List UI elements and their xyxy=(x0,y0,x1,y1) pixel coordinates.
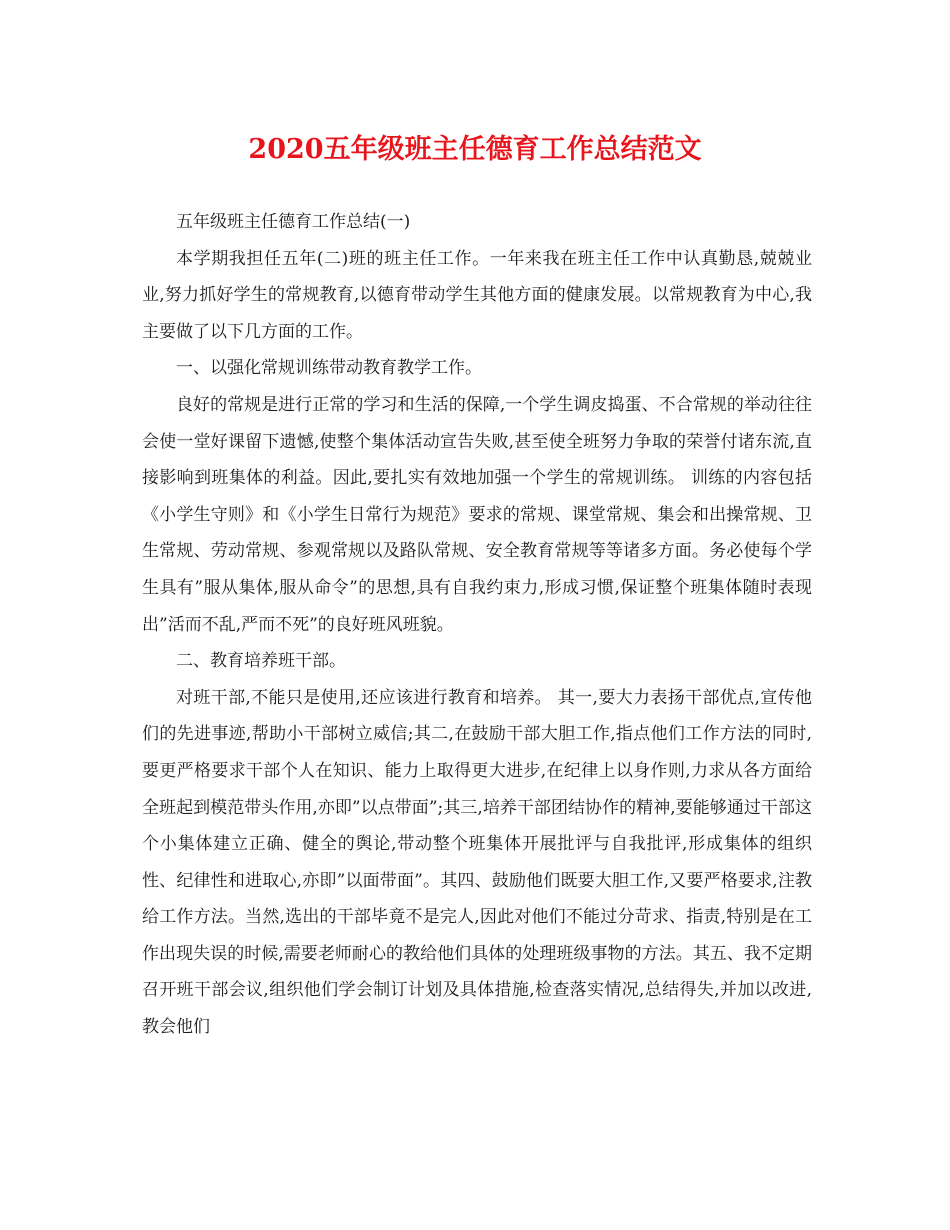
paragraph: 良好的常规是进行正常的学习和生活的保障,一个学生调皮捣蛋、不合常规的举动往往会使一堂好课留下遗憾,使整个集体活动宣告失败,甚至使全班努力争取的荣誉付诸东流,直接影响到班集体的利益。因此,要扎实有效地加强一个学生的常规训练。 训练的内容包括《小学生守则》和《小学生日常行为规范》要求的常规、课堂常规、集会和出操常规、卫生常规、劳动常规、参观常规以及路队常规、安全教育常规等等诸多方面。务必使每个学生具有”服从集体,服从命令”的思想,具有自我约束力,形成习惯,保证整个班集体随时表现出”活而不乱,严而不死”的良好班风班貌。 xyxy=(142,394,812,635)
subsection-heading: 二、教育培养班干部。 xyxy=(176,651,346,672)
document-title: 2020五年级班主任德育工作总结范文 xyxy=(248,134,702,165)
subsection-heading: 一、以强化常规训练带动教育教学工作。 xyxy=(176,358,482,379)
section-heading: 五年级班主任德育工作总结(一) xyxy=(176,212,411,232)
document-body xyxy=(142,204,812,1046)
paragraph: 对班干部,不能只是使用,还应该进行教育和培养。 其一,要大力表扬干部优点,宣传他们的先进事迹,帮助小干部树立威信;其二,在鼓励干部大胆工作,指点他们工作方法的同时,要更严格要求干部个人在知识、能力上取得更大进步,在纪律上以身作则,力求从各方面给全班起到模范带头作用,亦即”以点带面”;其三,培养干部团结协作的精神,要能够通过干部这个小集体建立正确、健全的舆论,带动整个班集体开展批评与自我批评,形成集体的组织性、纪律性和进取心,亦即”以面带面”。其四、鼓励他们既要大胆工作,又要严格要求,注教给工作方法。当然,选出的干部毕竟不是完人,因此对他们不能过分苛求、指责,特别是在工作出现失误的时候,需要老师耐心的教给他们具体的处理班级事物的方法。其五、我不定期召开班干部会议,组织他们学会制订计划及具体措施,检查落实情况,总结得失,并加以改进,教会他们 xyxy=(142,687,812,1038)
paragraph: 本学期我担任五年(二)班的班主任工作。一年来我在班主任工作中认真勤恳,兢兢业业,努力抓好学生的常规教育,以德育带动学生其他方面的健康发展。以常规教育为中心,我主要做了以下几方面的工作。 xyxy=(142,248,812,342)
